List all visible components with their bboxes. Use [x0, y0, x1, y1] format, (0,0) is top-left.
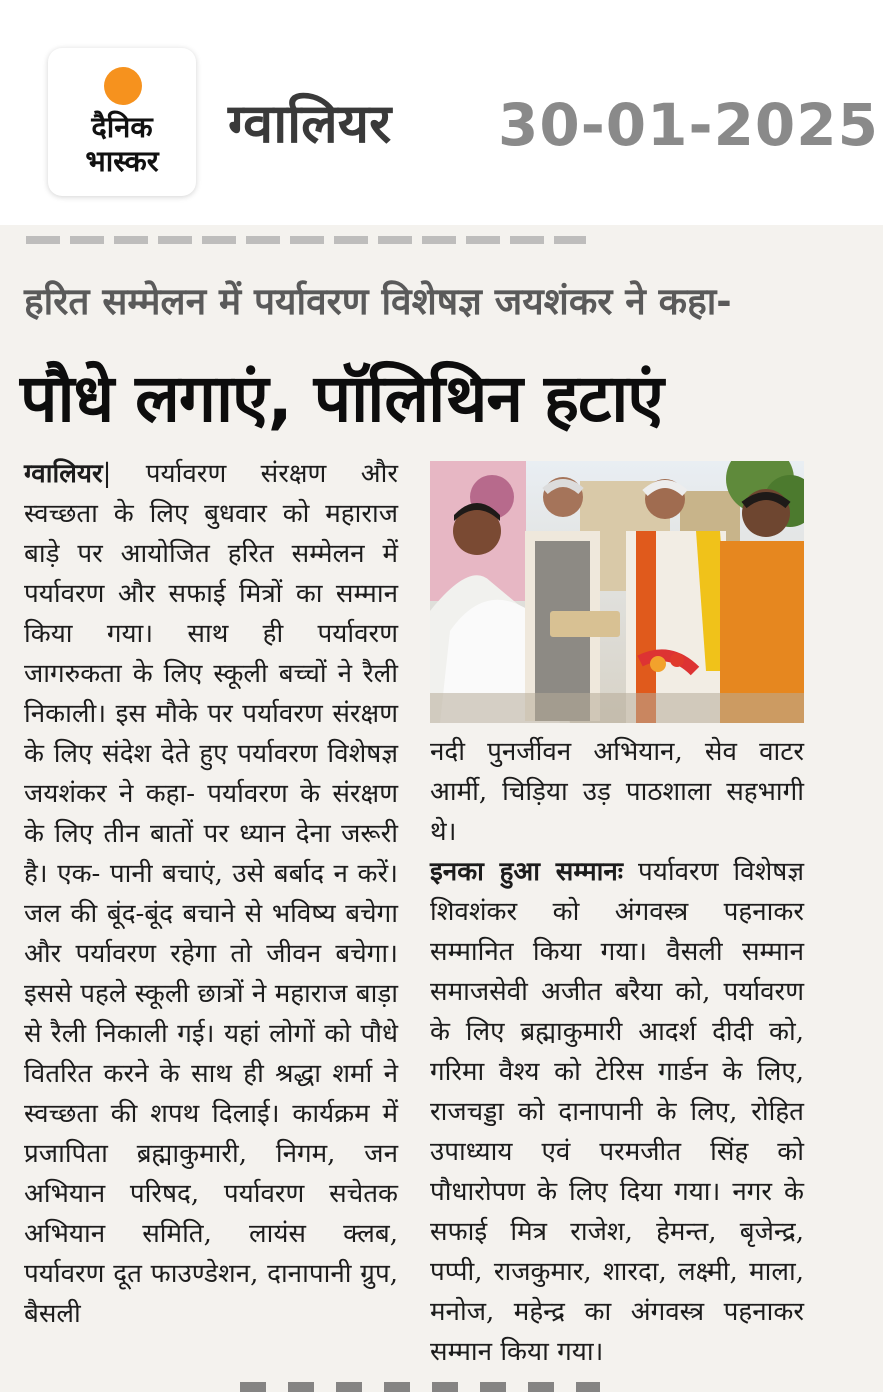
- photo-felicitation-ceremony: [430, 461, 804, 723]
- clipping-cut-text-strip-bottom: [240, 1382, 600, 1392]
- article-dateline: ग्वालियर: [24, 459, 103, 489]
- clipping-cut-text-strip: [26, 236, 586, 244]
- article-body-left: पर्यावरण संरक्षण और स्वच्छता के लिए बुधवार को महाराज बाड़े पर आयोजित हरित सम्मेलन में पर्यावरण और सफाई मित्रों का सम्मान किया गया। साथ ही पर्यावरण जागरुकता के लिए स्कूली बच्चों ने रैली निकाली। इस मौके पर पर्यावरण संरक्षण के लिए संदेश देते हुए पर्यावरण विशेषज्ञ जयशंकर ने कहा- पर्यावरण के संरक्षण के लिए तीन बातों पर ध्यान देना जरूरी है। एक- पानी बचाएं, उसे बर्बाद न करें। जल की बूंद-बूंद बचाने से भविष्य बचेगा और पर्यावरण रहेगा तो जीवन बचेगा। इससे पहले स्कूली छात्रों ने महाराज बाड़ा से रैली निकाली गई। यहां लोगों को पौधे वितरित करने के साथ ही श्रद्धा शर्मा ने स्वच्छता की शपथ दिलाई। कार्यक्रम में प्रजापिता ब्रह्माकुमारी, निगम, जन अभियान परिषद, पर्यावरण सचेतक अभियान समिति, लायंस क्लब, पर्यावरण दूत फाउण्डेशन, दानापानी ग्रुप, बैसली: [24, 459, 398, 1329]
- article-column-left: [24, 454, 398, 1334]
- article-kicker: हरित सम्मेलन में पर्यावरण विशेषज्ञ जयशंकर ने कहा-: [24, 280, 732, 323]
- article-body-right-1: नदी पुनर्जीवन अभियान, सेव वाटर आर्मी, चिड़िया उड़ पाठशाला सहभागी थे।: [430, 737, 804, 847]
- logo-sun-icon: [104, 67, 142, 105]
- edition-city: ग्वालियर: [228, 92, 392, 155]
- article-photo: [430, 461, 804, 723]
- article-column-right: [430, 732, 804, 1372]
- logo-card: [48, 48, 196, 196]
- article-subhead: इनका हुआ सम्मानः: [430, 857, 624, 887]
- logo-text-line1: दैनिक: [91, 110, 153, 144]
- logo-text-line2: भास्कर: [85, 144, 159, 178]
- edition-date: 30-01-2025: [498, 91, 879, 159]
- article-headline: पौधे लगाएं, पॉलिथिन हटाएं: [20, 360, 663, 437]
- article-body-right-2: पर्यावरण विशेषज्ञ शिवशंकर को अंगवस्त्र पहनाकर सम्मानित किया गया। वैसली सम्मान समाजसेवी अजीत बरैया को, पर्यावरण के लिए ब्रह्माकुमारी आदर्श दीदी को, गरिमा वैश्य को टेरिस गार्डन के लिए, राजचड्डा को दानापानी के लिए, रोहित उपाध्याय एवं परमजीत सिंह को पौधारोपण के लिए दिया गया। नगर के सफाई मित्र राजेश, हेमन्त, बृजेन्द्र, पप्पी, राजकुमार, शारदा, लक्ष्मी, माला, मनोज, महेन्द्र का अंगवस्त्र पहनाकर सम्मान किया गया।: [430, 857, 804, 1367]
- dateline-separator: |: [102, 459, 112, 489]
